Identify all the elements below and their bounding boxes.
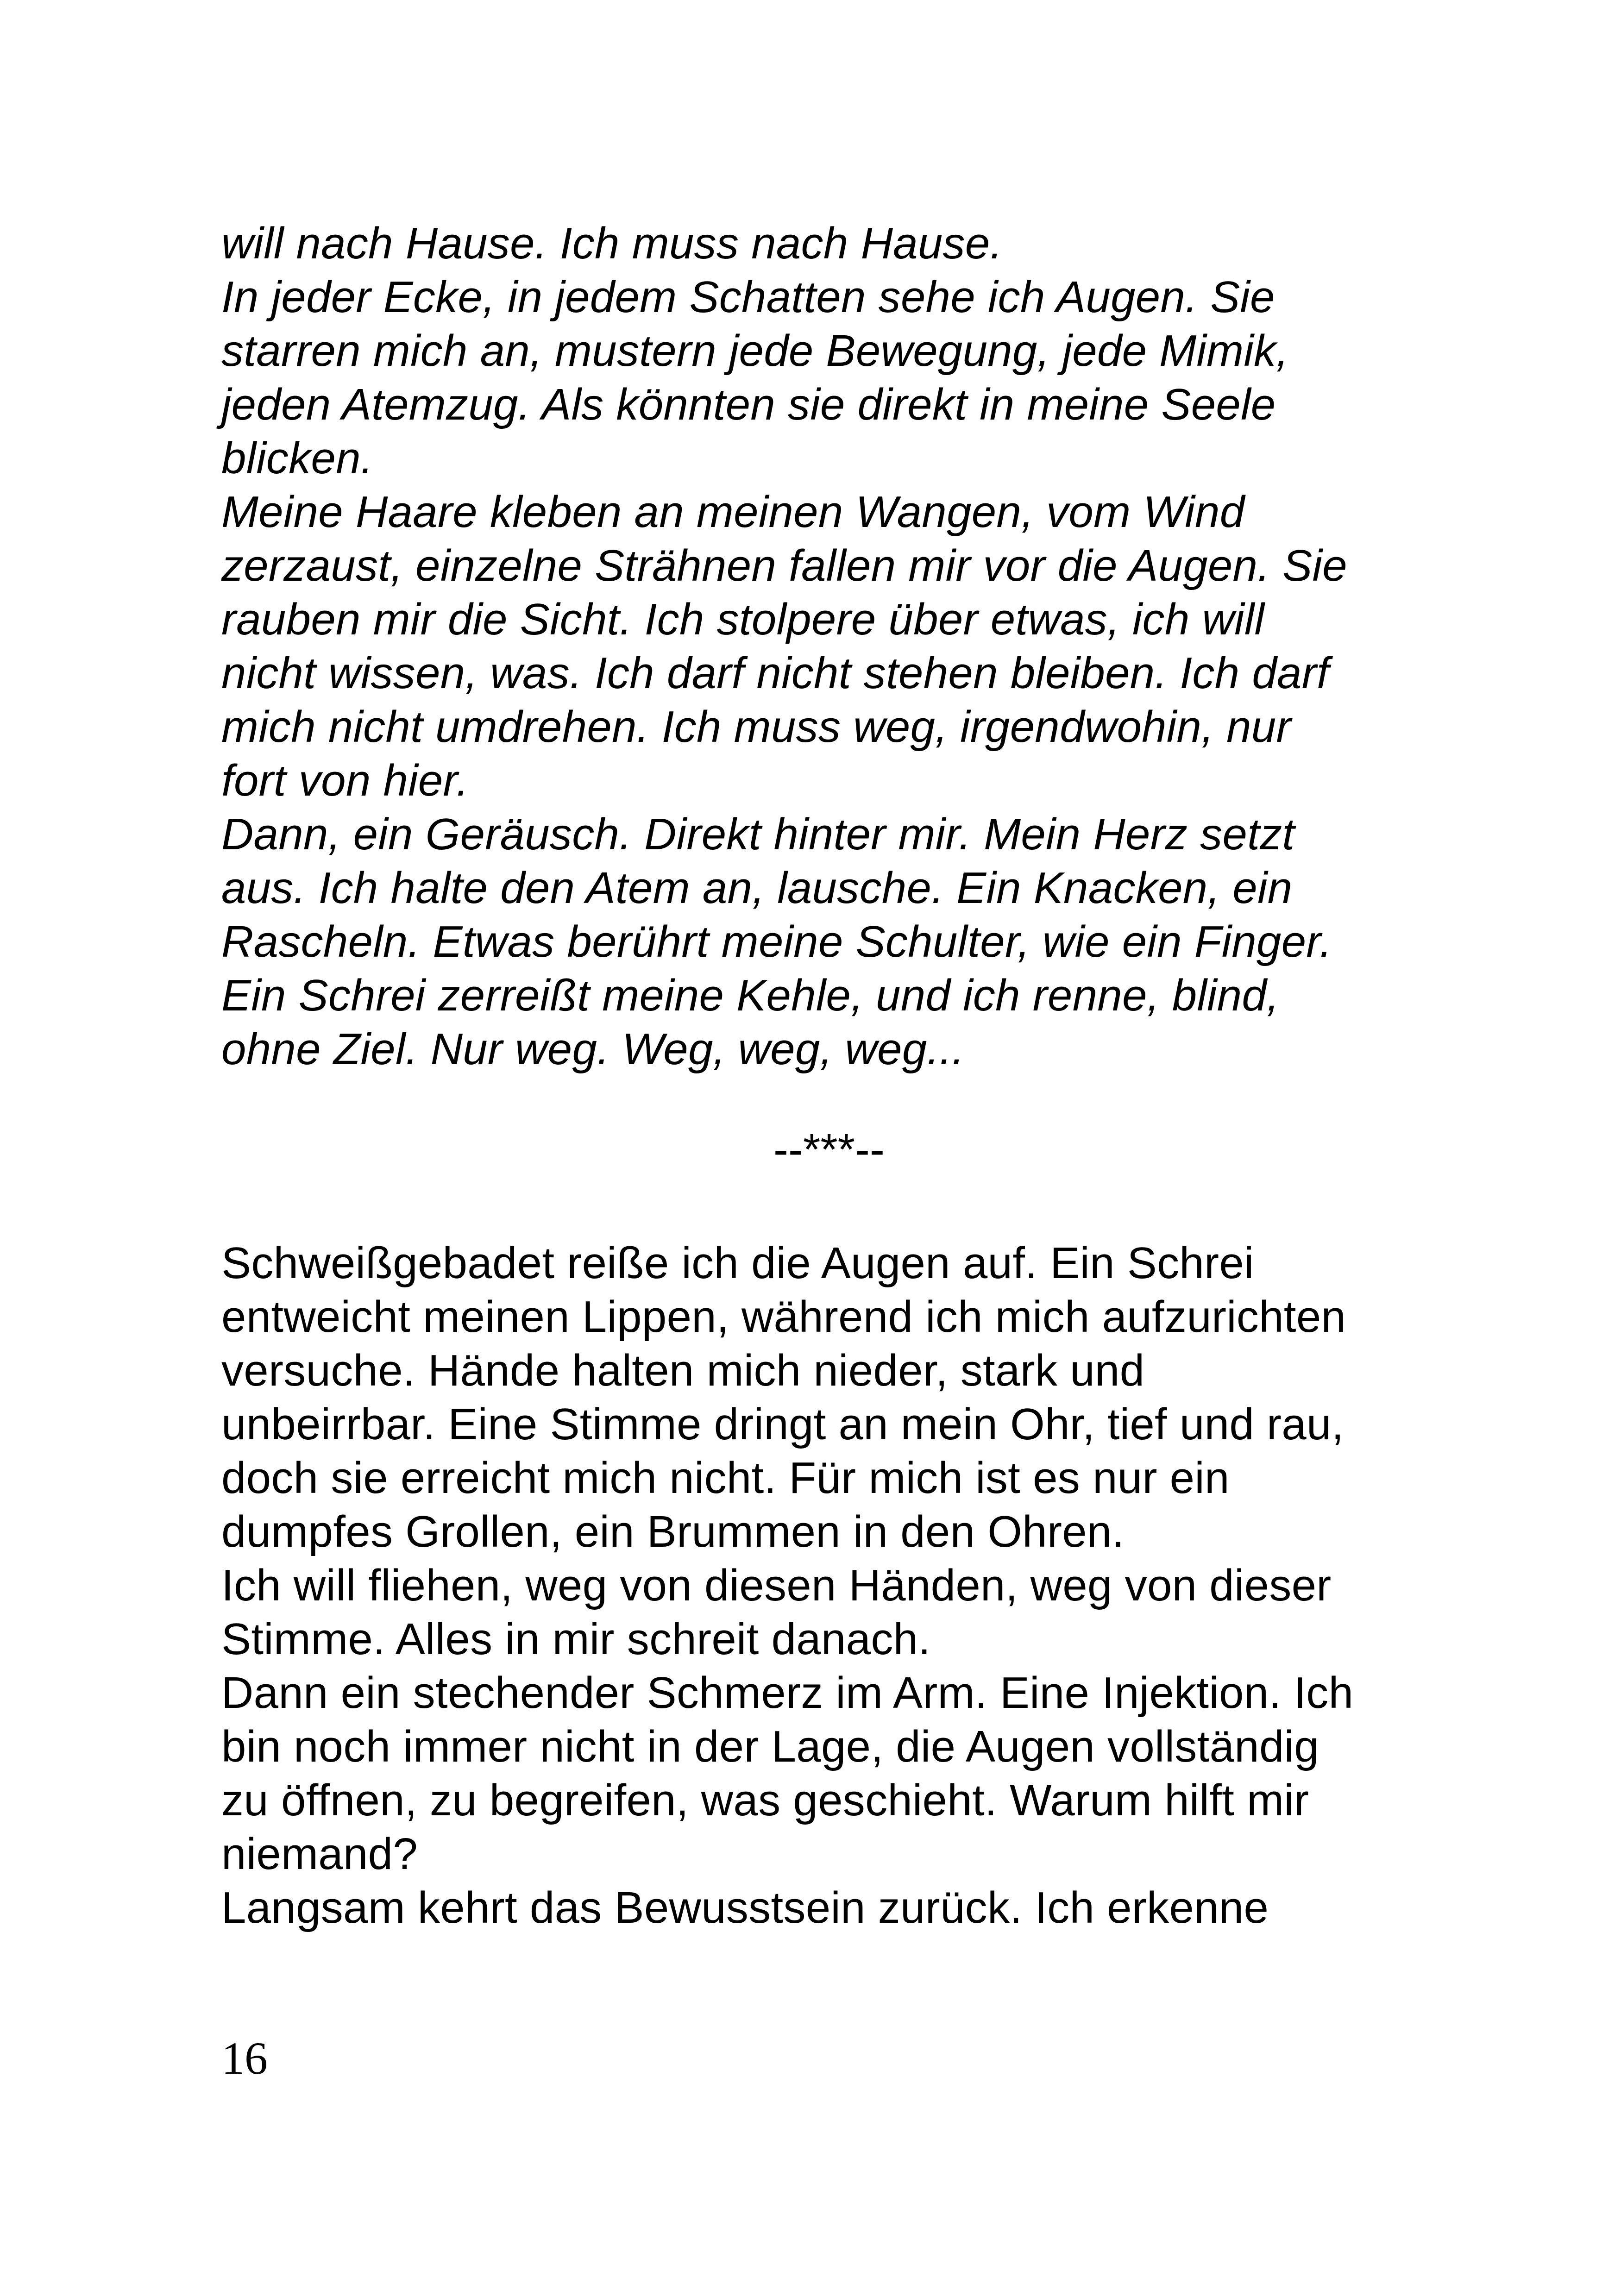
text-line: jeden Atemzug. Als könnten sie direkt in meine Seele xyxy=(221,380,1276,429)
text-line: unbeirrbar. Eine Stimme dringt an mein Ohr, tief und rau, xyxy=(221,1399,1344,1449)
text-line: fort von hier. xyxy=(221,756,469,805)
text-line: Dann ein stechender Schmerz im Arm. Eine Injektion. Ich xyxy=(221,1668,1354,1718)
text-line: mich nicht umdrehen. Ich muss weg, irgendwohin, nur xyxy=(221,702,1291,752)
text-line: blicken. xyxy=(221,433,373,483)
text-line: doch sie erreicht mich nicht. Für mich ist es nur ein xyxy=(221,1453,1230,1503)
text-line: In jeder Ecke, in jedem Schatten sehe ich Augen. Sie xyxy=(221,272,1275,322)
text-line: starren mich an, mustern jede Bewegung, jede Mimik, xyxy=(221,326,1289,376)
text-line: ohne Ziel. Nur weg. Weg, weg, weg... xyxy=(221,1024,965,1074)
text-line: bin noch immer nicht in der Lage, die Augen vollständig xyxy=(221,1722,1319,1771)
text-line: Schweißgebadet reiße ich die Augen auf. Ein Schrei xyxy=(221,1238,1254,1288)
text-line: dumpfes Grollen, ein Brummen in den Ohren. xyxy=(221,1507,1125,1556)
text-line: Ein Schrei zerreißt meine Kehle, und ich renne, blind, xyxy=(221,971,1280,1020)
text-line: will nach Hause. Ich muss nach Hause. xyxy=(221,219,1003,268)
text-line: Ich will fliehen, weg von diesen Händen, weg von dieser xyxy=(221,1561,1332,1610)
text-line: zerzaust, einzelne Strähnen fallen mir vor die Augen. Sie xyxy=(221,541,1347,590)
italic-dream-passage xyxy=(221,217,1426,1076)
text-line: aus. Ich halte den Atem an, lausche. Ein Knacken, ein xyxy=(221,863,1293,913)
text-line: zu öffnen, zu begreifen, was geschieht. Warum hilft mir xyxy=(221,1775,1309,1825)
text-line: Meine Haare kleben an meinen Wangen, vom Wind xyxy=(221,487,1245,537)
text-line: Langsam kehrt das Bewusstsein zurück. Ich erkenne xyxy=(221,1883,1269,1932)
text-line: Rascheln. Etwas berührt meine Schulter, wie ein Finger. xyxy=(221,917,1332,966)
text-line: entweicht meinen Lippen, während ich mich aufzurichten xyxy=(221,1292,1346,1342)
regular-passage xyxy=(221,1236,1426,1935)
text-line: rauben mir die Sicht. Ich stolpere über etwas, ich will xyxy=(221,595,1265,644)
text-line: Dann, ein Geräusch. Direkt hinter mir. Mein Herz setzt xyxy=(221,809,1295,859)
text-line: versuche. Hände halten mich nieder, stark und xyxy=(221,1346,1145,1395)
scene-break-separator: --***-- xyxy=(773,1125,885,1174)
text-line: niemand? xyxy=(221,1829,418,1879)
text-line: nicht wissen, was. Ich darf nicht stehen bleiben. Ich darf xyxy=(221,648,1329,698)
text-line: Stimme. Alles in mir schreit danach. xyxy=(221,1614,931,1664)
page-number: 16 xyxy=(221,2033,268,2084)
